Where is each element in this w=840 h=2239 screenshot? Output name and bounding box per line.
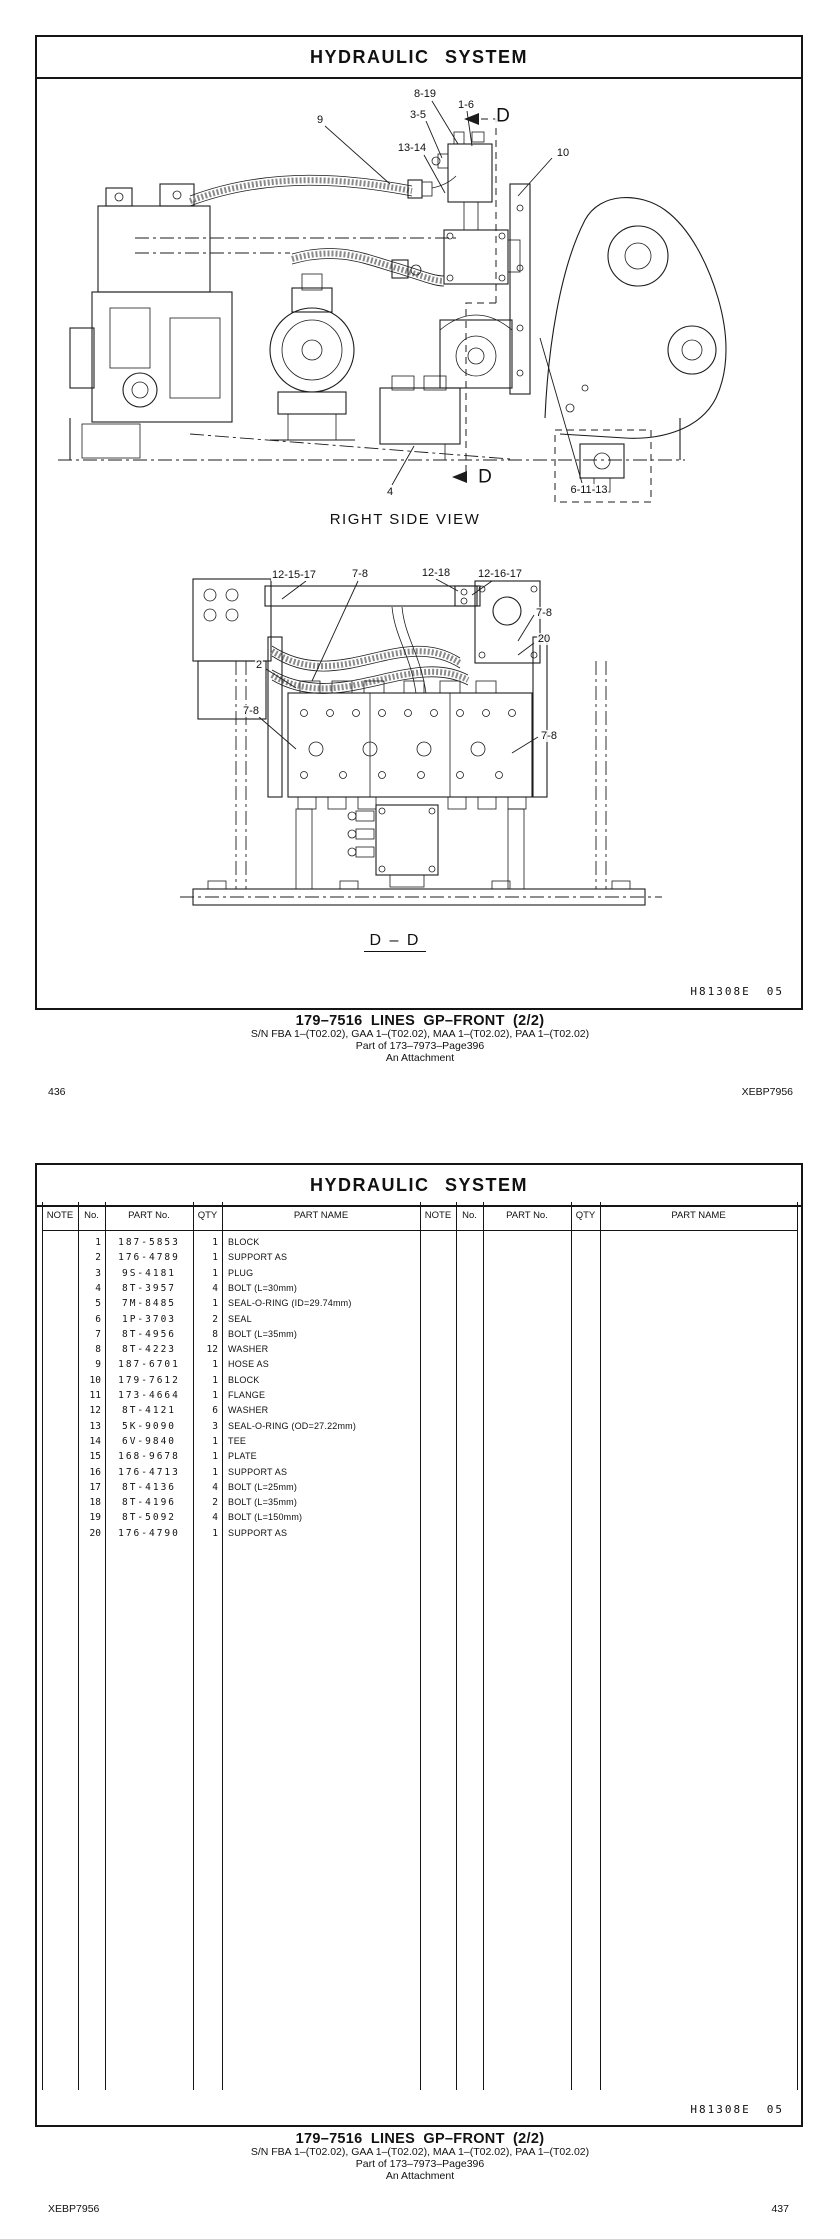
diagram2-callouts: [40, 553, 800, 923]
caption-serial: S/N FBA 1–(T02.02), GAA 1–(T02.02), MAA 1–(T02.02), PAA 1–(T02.02): [250, 2146, 590, 2159]
cell-name: PLUG: [228, 1267, 254, 1278]
cell-name: SUPPORT AS: [228, 1466, 288, 1477]
table-header-rule: [42, 1230, 798, 1231]
cell-qty: 1: [212, 1252, 218, 1264]
page-1-title-text: HYDRAULIC SYSTEM: [309, 46, 528, 67]
page-1-caption: [0, 1013, 840, 1065]
cell-qty: 2: [212, 1497, 218, 1509]
table-row: [42, 1434, 798, 1449]
part-callout: 12-15-17: [271, 568, 317, 581]
cell-name: BOLT (L=150mm): [228, 1512, 303, 1523]
cell-qty: 12: [206, 1344, 218, 1356]
table-row: [42, 1266, 798, 1281]
right-side-view-label: RIGHT SIDE VIEW: [329, 511, 481, 528]
part-callout: 8-19: [413, 87, 437, 100]
cell-name: TEE: [228, 1435, 247, 1446]
column-header-part-no-2: PART No.: [506, 1210, 548, 1221]
caption-part-of: Part of 173–7973–Page396: [355, 1040, 485, 1053]
caption-part-of: Part of 173–7973–Page396: [355, 2158, 485, 2171]
cell-name: BOLT (L=30mm): [228, 1282, 298, 1293]
cell-name: PLATE: [228, 1451, 257, 1462]
right-side-view-diagram: [40, 88, 800, 518]
cell-qty: 8: [212, 1328, 218, 1340]
cell-part: 7M-8485: [121, 1298, 177, 1310]
table-row: [42, 1250, 798, 1265]
cell-no: 4: [95, 1282, 101, 1294]
cell-no: 9: [95, 1359, 101, 1371]
cell-name: SEAL-O-RING (ID=29.74mm): [228, 1298, 352, 1309]
cell-qty: 3: [212, 1420, 218, 1432]
part-callout: 4: [386, 485, 394, 498]
cell-no: 14: [89, 1435, 101, 1447]
part-callout: 7-8: [243, 704, 259, 717]
column-header-part-name: PART NAME: [293, 1210, 349, 1221]
part-callout: 3-5: [410, 108, 426, 121]
cell-no: 8: [95, 1344, 101, 1356]
column-header-note: NOTE: [46, 1210, 74, 1221]
cell-part: 8T-3957: [121, 1282, 177, 1294]
table-row: [42, 1327, 798, 1342]
page-number-436: 436: [48, 1086, 66, 1098]
part-callout: 7-8: [352, 567, 368, 580]
cell-part: 8T-5092: [121, 1512, 177, 1524]
part-callout: 13-14: [397, 141, 427, 154]
cell-part: 8T-4223: [121, 1344, 177, 1356]
parts-table: [42, 1202, 798, 2090]
cell-qty: 1: [212, 1435, 218, 1447]
part-callout: 7-8: [541, 729, 557, 742]
table-row: [42, 1342, 798, 1357]
table-row: [42, 1526, 798, 1541]
cell-name: SUPPORT AS: [228, 1527, 288, 1538]
table-row: [42, 1312, 798, 1327]
table-row: [42, 1419, 798, 1434]
section-dd-diagram: [40, 553, 800, 923]
part-callout: 12-18: [421, 566, 451, 579]
part-callout: 2: [255, 658, 263, 671]
part-callout: 12-16-17: [477, 567, 523, 580]
column-header-note-2: NOTE: [424, 1210, 452, 1221]
table-row: [42, 1235, 798, 1250]
part-callout: 6-11-13: [570, 483, 608, 496]
cell-no: 16: [89, 1466, 101, 1478]
cell-name: HOSE AS: [228, 1359, 269, 1370]
cell-name: SUPPORT AS: [228, 1252, 288, 1263]
page-1-title: [37, 37, 801, 79]
cell-name: BOLT (L=35mm): [228, 1328, 298, 1339]
caption-attachment: An Attachment: [385, 1052, 455, 1065]
table-row: [42, 1465, 798, 1480]
table-row: [42, 1403, 798, 1418]
cell-no: 19: [89, 1512, 101, 1524]
cell-part: 8T-4196: [121, 1497, 177, 1509]
cell-qty: 1: [212, 1267, 218, 1279]
cell-qty: 1: [212, 1298, 218, 1310]
part-callout: 20: [537, 632, 551, 645]
cell-part: 6V-9840: [121, 1435, 177, 1447]
table-row: [42, 1357, 798, 1372]
cell-part: 187-6701: [118, 1359, 180, 1371]
cell-part: 176-4790: [118, 1527, 180, 1539]
cell-no: 1: [95, 1237, 101, 1248]
table-row: [42, 1296, 798, 1311]
cell-name: BLOCK: [228, 1374, 260, 1385]
cell-name: BOLT (L=25mm): [228, 1481, 298, 1492]
cell-qty: 1: [212, 1451, 218, 1463]
cell-qty: 1: [212, 1527, 218, 1539]
cell-name: BLOCK: [228, 1237, 260, 1247]
cell-part: 173-4664: [118, 1390, 180, 1401]
cell-part: 8T-4121: [121, 1405, 177, 1417]
page-2-caption: [0, 2131, 840, 2183]
part-callout: 7-8: [536, 606, 552, 619]
cell-part: 168-9678: [118, 1451, 180, 1463]
caption-title: 179–7516 LINES GP–FRONT (2/2): [295, 2131, 545, 2147]
part-callout: 10: [556, 146, 570, 159]
cell-no: 3: [95, 1267, 101, 1279]
cell-no: 2: [95, 1252, 101, 1264]
table-row: [42, 1510, 798, 1525]
cell-qty: 1: [212, 1237, 218, 1248]
cell-name: WASHER: [228, 1344, 269, 1355]
cell-no: 15: [89, 1451, 101, 1463]
parts-table-rows: [42, 1235, 798, 1545]
cell-part: 9S-4181: [121, 1267, 177, 1279]
cell-part: 1P-3703: [121, 1313, 177, 1325]
column-header-qty: QTY: [197, 1210, 218, 1221]
cell-part: 176-4713: [118, 1466, 180, 1478]
part-callout: 9: [316, 113, 324, 126]
table-row: [42, 1373, 798, 1388]
cell-name: FLANGE: [228, 1390, 266, 1400]
page-2-title-text: HYDRAULIC SYSTEM: [309, 1174, 528, 1195]
cell-no: 17: [89, 1481, 101, 1493]
diagram1-callouts: [40, 88, 800, 518]
cell-qty: 4: [212, 1282, 218, 1294]
cell-name: SEAL-O-RING (OD=27.22mm): [228, 1420, 357, 1431]
cell-no: 20: [89, 1527, 101, 1539]
cell-no: 10: [89, 1374, 101, 1386]
table-row: [42, 1449, 798, 1464]
cell-no: 7: [95, 1328, 101, 1340]
table-row: [42, 1281, 798, 1296]
section-dd-label: D – D: [345, 932, 445, 950]
cell-part: 8T-4136: [121, 1481, 177, 1493]
column-header-qty-2: QTY: [575, 1210, 596, 1221]
cell-qty: 1: [212, 1466, 218, 1478]
cell-part: 8T-4956: [121, 1328, 177, 1340]
page-2-title: [37, 1165, 801, 1207]
part-callout: D: [496, 105, 510, 127]
table-row: [42, 1480, 798, 1495]
drawing-code-page2: H81308E 05: [690, 2103, 784, 2116]
page-number-437: 437: [771, 2203, 789, 2215]
cell-qty: 6: [212, 1405, 218, 1417]
cell-qty: 2: [212, 1313, 218, 1325]
caption-attachment: An Attachment: [385, 2170, 455, 2183]
cell-qty: 1: [212, 1374, 218, 1386]
cell-part: 187-5853: [118, 1237, 180, 1248]
drawing-code-page1: H81308E 05: [690, 985, 784, 998]
column-header-part-no: PART No.: [128, 1210, 170, 1221]
cell-qty: 4: [212, 1512, 218, 1524]
media-number-page1: XEBP7956: [741, 1086, 793, 1098]
caption-title: 179–7516 LINES GP–FRONT (2/2): [295, 1013, 545, 1029]
column-header-no: No.: [84, 1210, 99, 1221]
cell-name: BOLT (L=35mm): [228, 1497, 298, 1508]
cell-name: SEAL: [228, 1313, 252, 1324]
part-callout: D: [478, 466, 492, 488]
cell-part: 5K-9090: [121, 1420, 177, 1432]
media-number-page2: XEBP7956: [48, 2203, 100, 2215]
cell-qty: 1: [212, 1390, 218, 1401]
cell-part: 179-7612: [118, 1374, 180, 1386]
column-header-part-name-2: PART NAME: [671, 1210, 726, 1221]
caption-serial: S/N FBA 1–(T02.02), GAA 1–(T02.02), MAA 1–(T02.02), PAA 1–(T02.02): [250, 1028, 590, 1041]
cell-qty: 1: [212, 1359, 218, 1371]
cell-name: WASHER: [228, 1405, 269, 1416]
cell-no: 6: [95, 1313, 101, 1325]
cell-qty: 4: [212, 1481, 218, 1493]
table-row: [42, 1388, 798, 1403]
cell-part: 176-4789: [118, 1252, 180, 1264]
column-header-no-2: No.: [462, 1210, 477, 1221]
cell-no: 5: [95, 1298, 101, 1310]
cell-no: 12: [89, 1405, 101, 1417]
cell-no: 18: [89, 1497, 101, 1509]
cell-no: 13: [89, 1420, 101, 1432]
part-callout: 1-6: [458, 98, 474, 111]
cell-no: 11: [89, 1390, 101, 1401]
table-row: [42, 1495, 798, 1510]
